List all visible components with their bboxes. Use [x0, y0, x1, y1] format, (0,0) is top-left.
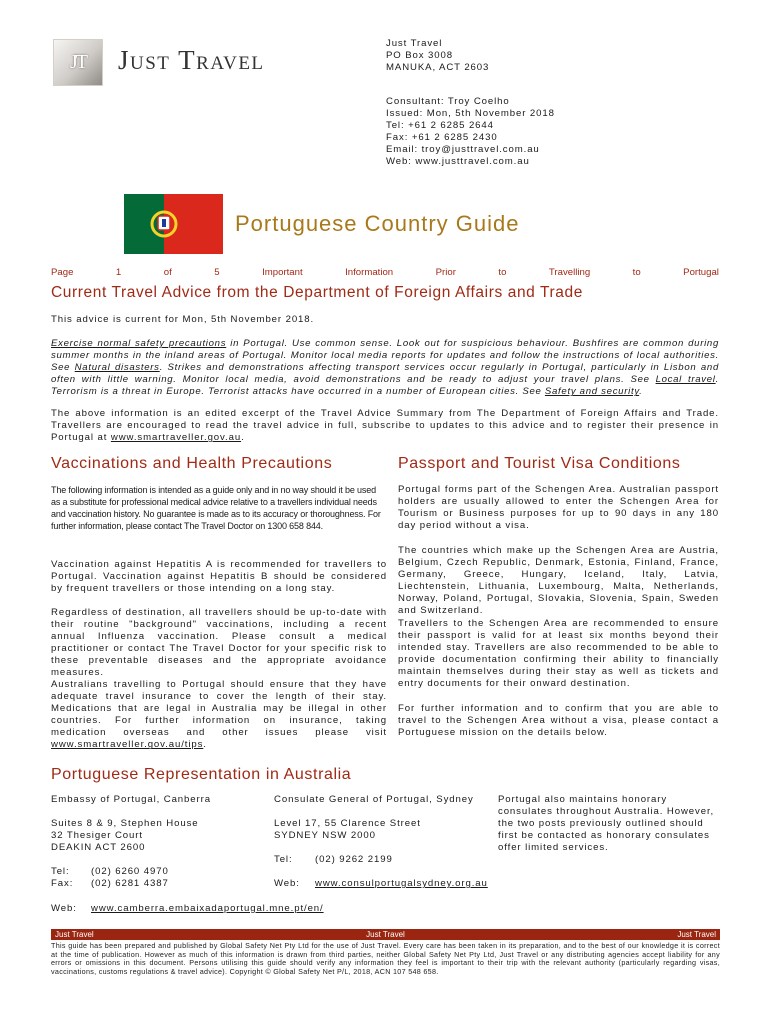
page-line-word: Portugal — [683, 267, 719, 278]
advice-text: . — [639, 386, 643, 398]
travel-advice-heading: Current Travel Advice from the Department of Foreign Affairs and Trade — [51, 284, 583, 301]
passport-validity: Travellers to the Schengen Area are recommended to ensure their passport is valid for at least six months beyond their intended stay. Travellers are also recommended to be able to provide documentation confirming their ability to financially maintain themselves during their stay as well as tickets and entry documents for their onward destination. — [398, 618, 719, 690]
consulate-web — [274, 878, 488, 890]
consulate-website-link[interactable]: www.consulportugalsydney.org.au — [315, 878, 488, 889]
smartraveller-tips-link[interactable]: www.smartraveller.gov.au/tips — [51, 739, 204, 751]
logo-mark: JT — [70, 51, 86, 73]
visa-heading: Passport and Tourist Visa Conditions — [398, 455, 681, 472]
web-label: Web: — [274, 878, 300, 889]
vaccinations-heading: Vaccinations and Health Precautions — [51, 455, 333, 472]
footer-disclaimer: This guide has been prepared and published by Global Safety Net Pty Ltd for the use of Just Travel. Every care has been taken in its preparation, and to the best of our knowledge it is correct at the time of publication. However as much of this information is drawn from third parties, neither Global Safety Net Pty Ltd, Just Travel or any distributing agencies accept liability for any errors or omissions in this document. Persons utilising this guide should verify any information they feel is important to their trip with the relevant authority (particularly regarding visas, vaccinations, customs regulations & travel advice). Copyright © Global Safety Net P/L, 2018, ACN 107 548 658. — [51, 941, 720, 976]
footer-brand-left: Just Travel — [55, 930, 94, 939]
footer-brand-center: Just Travel — [366, 930, 405, 939]
embassy-tel: (02) 6260 4970 — [91, 866, 169, 877]
tel-label: Tel: — [274, 854, 293, 865]
page-line-word: Information — [345, 267, 394, 278]
page-line-word: of — [163, 267, 172, 278]
consulate-tel: (02) 9262 2199 — [315, 854, 393, 865]
embassy-website-link[interactable]: www.camberra.embaixadaportugal.mne.pt/en/ — [91, 903, 324, 914]
schengen-countries: The countries which make up the Schengen Area are Austria, Belgium, Czech Republic, Denmark, Estonia, Finland, France, Germany, Greece, Hungary, Iceland, Italy, Latvia, Liechtenstein, Lithuania, Luxembourg, Malta, Netherlands, Norway, Poland, Portugal, Slovakia, Slovenia, Spain, Sweden and Switzerland. — [398, 545, 719, 617]
consulate-name: Consulate General of Portugal, Sydney — [274, 794, 474, 805]
tel-label: Tel: — [51, 866, 70, 877]
address-line: 32 Thesiger Court — [51, 830, 143, 842]
embassy-name: Embassy of Portugal, Canberra — [51, 794, 211, 805]
portugal-flag — [124, 194, 223, 254]
insurance-text: . — [203, 739, 207, 751]
smartraveller-link[interactable]: www.smartraveller.gov.au — [110, 432, 242, 444]
advice-excerpt-note — [51, 408, 719, 444]
page-line-word: Important — [262, 267, 303, 278]
excerpt-text: . — [241, 432, 245, 444]
safety-security-link[interactable]: Safety and security — [544, 386, 640, 398]
web-label: Web: — [51, 903, 77, 914]
page-line-word: 5 — [214, 267, 220, 278]
advice-current-date: This advice is current for Mon, 5th November 2018. — [51, 314, 315, 325]
address-line: DEAKIN ACT 2600 — [51, 842, 146, 854]
address-line: MANUKA, ACT 2603 — [386, 62, 490, 74]
website[interactable]: Web: www.justtravel.com.au — [386, 156, 530, 168]
advice-text: . Strikes and demonstrations affecting transport services occur regularly in Portugal, particularly in Lisbon and often with little warning. Monitor local media, avoid demonstrations and be ready to adjust your travel plans. See — [51, 362, 719, 386]
fax-label: Fax: — [51, 878, 74, 890]
page-line-word: Travelling — [548, 267, 591, 278]
local-travel-link[interactable]: Local travel — [655, 374, 716, 386]
address-line: SYDNEY NSW 2000 — [274, 830, 376, 842]
brand-name — [118, 45, 265, 76]
footer-bar — [51, 929, 720, 940]
page-title: Portuguese Country Guide — [235, 211, 520, 236]
consultant-details — [386, 96, 555, 169]
excerpt-text: The above information is an edited excerpt of the Travel Advice Summary from The Department of Foreign Affairs and Trade. Travellers are encouraged to read the travel advice in full, subscribe to updates to this advice and to register their presence in Portugal at — [51, 408, 719, 444]
page-line-word: Page — [51, 267, 74, 278]
issue-date: Issued: Mon, 5th November 2018 — [386, 108, 555, 120]
address-line: Suites 8 & 9, Stephen House — [51, 818, 199, 829]
hepatitis-advice: Vaccination against Hepatitis A is recommended for travellers to Portugal. Vaccination against Hepatitis B should be considered by frequent travellers or those intending on a long stay. — [51, 559, 387, 595]
visa-contact-note: For further information and to confirm that you are able to travel to the Schengen Area without a visa, please contact a Portuguese mission on the details below. — [398, 703, 719, 739]
safety-precautions-link[interactable]: Exercise normal safety precautions — [51, 338, 227, 349]
email[interactable]: Email: troy@justtravel.com.au — [386, 144, 540, 156]
brand-name-text: Just Travel — [118, 45, 265, 75]
address-line: Level 17, 55 Clarence Street — [274, 818, 421, 829]
advice-text: . Terrorism is a threat in Europe. Terrorist attacks have occurred in a number of European cities. See — [51, 374, 719, 398]
page-line-word: Prior — [435, 267, 456, 278]
schengen-entry: Portugal forms part of the Schengen Area. Australian passport holders are usually allowed to enter the Schengen Area for Tourism or Business purposes for up to 90 days in any 180 day period without a visa. — [398, 484, 719, 532]
consulate-address — [274, 818, 421, 842]
advice-text: in Portugal. Use common sense. Look out for suspicious behaviour. Bushfires are common during summer months in the inland areas of Portugal. Monitor local media reports for updates and follow the instructions of local authorities. See — [51, 338, 720, 374]
travel-advice-summary — [51, 338, 719, 398]
embassy-address — [51, 818, 199, 854]
footer-brand-right: Just Travel — [677, 930, 716, 939]
page-line-word: to — [498, 267, 507, 278]
vaccinations-disclaimer: The following information is intended as a guide only and in no way should it be used as a substitute for professional medical advice relative to a travellers individual needs and vaccination history. No guarantee is made as to its accuracy or thoroughness. For further information, please contact The Travel Doctor on 1300 658 844. — [51, 485, 381, 531]
page-line-word: to — [632, 267, 641, 278]
representation-heading: Portuguese Representation in Australia — [51, 766, 352, 783]
natural-disasters-link[interactable]: Natural disasters — [74, 362, 160, 374]
address-line: Just Travel — [386, 38, 443, 49]
consulate-phone — [274, 854, 393, 866]
page-info-line — [51, 267, 719, 278]
address-line: PO Box 3008 — [386, 50, 453, 62]
honorary-consulates-note: Portugal also maintains honorary consulates throughout Australia. However, the two posts previously outlined should first be contacted as honorary consulates offer limited services. — [498, 794, 715, 854]
embassy-phone — [51, 866, 169, 890]
page-line-word: 1 — [115, 267, 122, 278]
embassy-fax: (02) 6281 4387 — [91, 878, 169, 890]
agency-address — [386, 38, 489, 74]
fax: Fax: +61 2 6285 2430 — [386, 132, 498, 144]
insurance-text: Australians travelling to Portugal should ensure that they have adequate travel insurance to cover the length of their stay. Medications that are legal in Australia may be illegal in other countries. For further information on insurance, taking medication overseas and other issues please visit — [51, 679, 387, 739]
routine-vaccinations: Regardless of destination, all travellers should be up-to-date with their routine "background" vaccinations, including a recent annual Influenza vaccination. Please consult a medical practitioner or contact The Travel Doctor for your specific risk to these preventable diseases and the appropriate avoidance measures. — [51, 607, 387, 679]
telephone: Tel: +61 2 6285 2644 — [386, 120, 494, 132]
consultant-name: Consultant: Troy Coelho — [386, 96, 510, 107]
embassy-web — [51, 903, 324, 915]
company-logo — [53, 39, 103, 86]
insurance-advice — [51, 679, 387, 752]
